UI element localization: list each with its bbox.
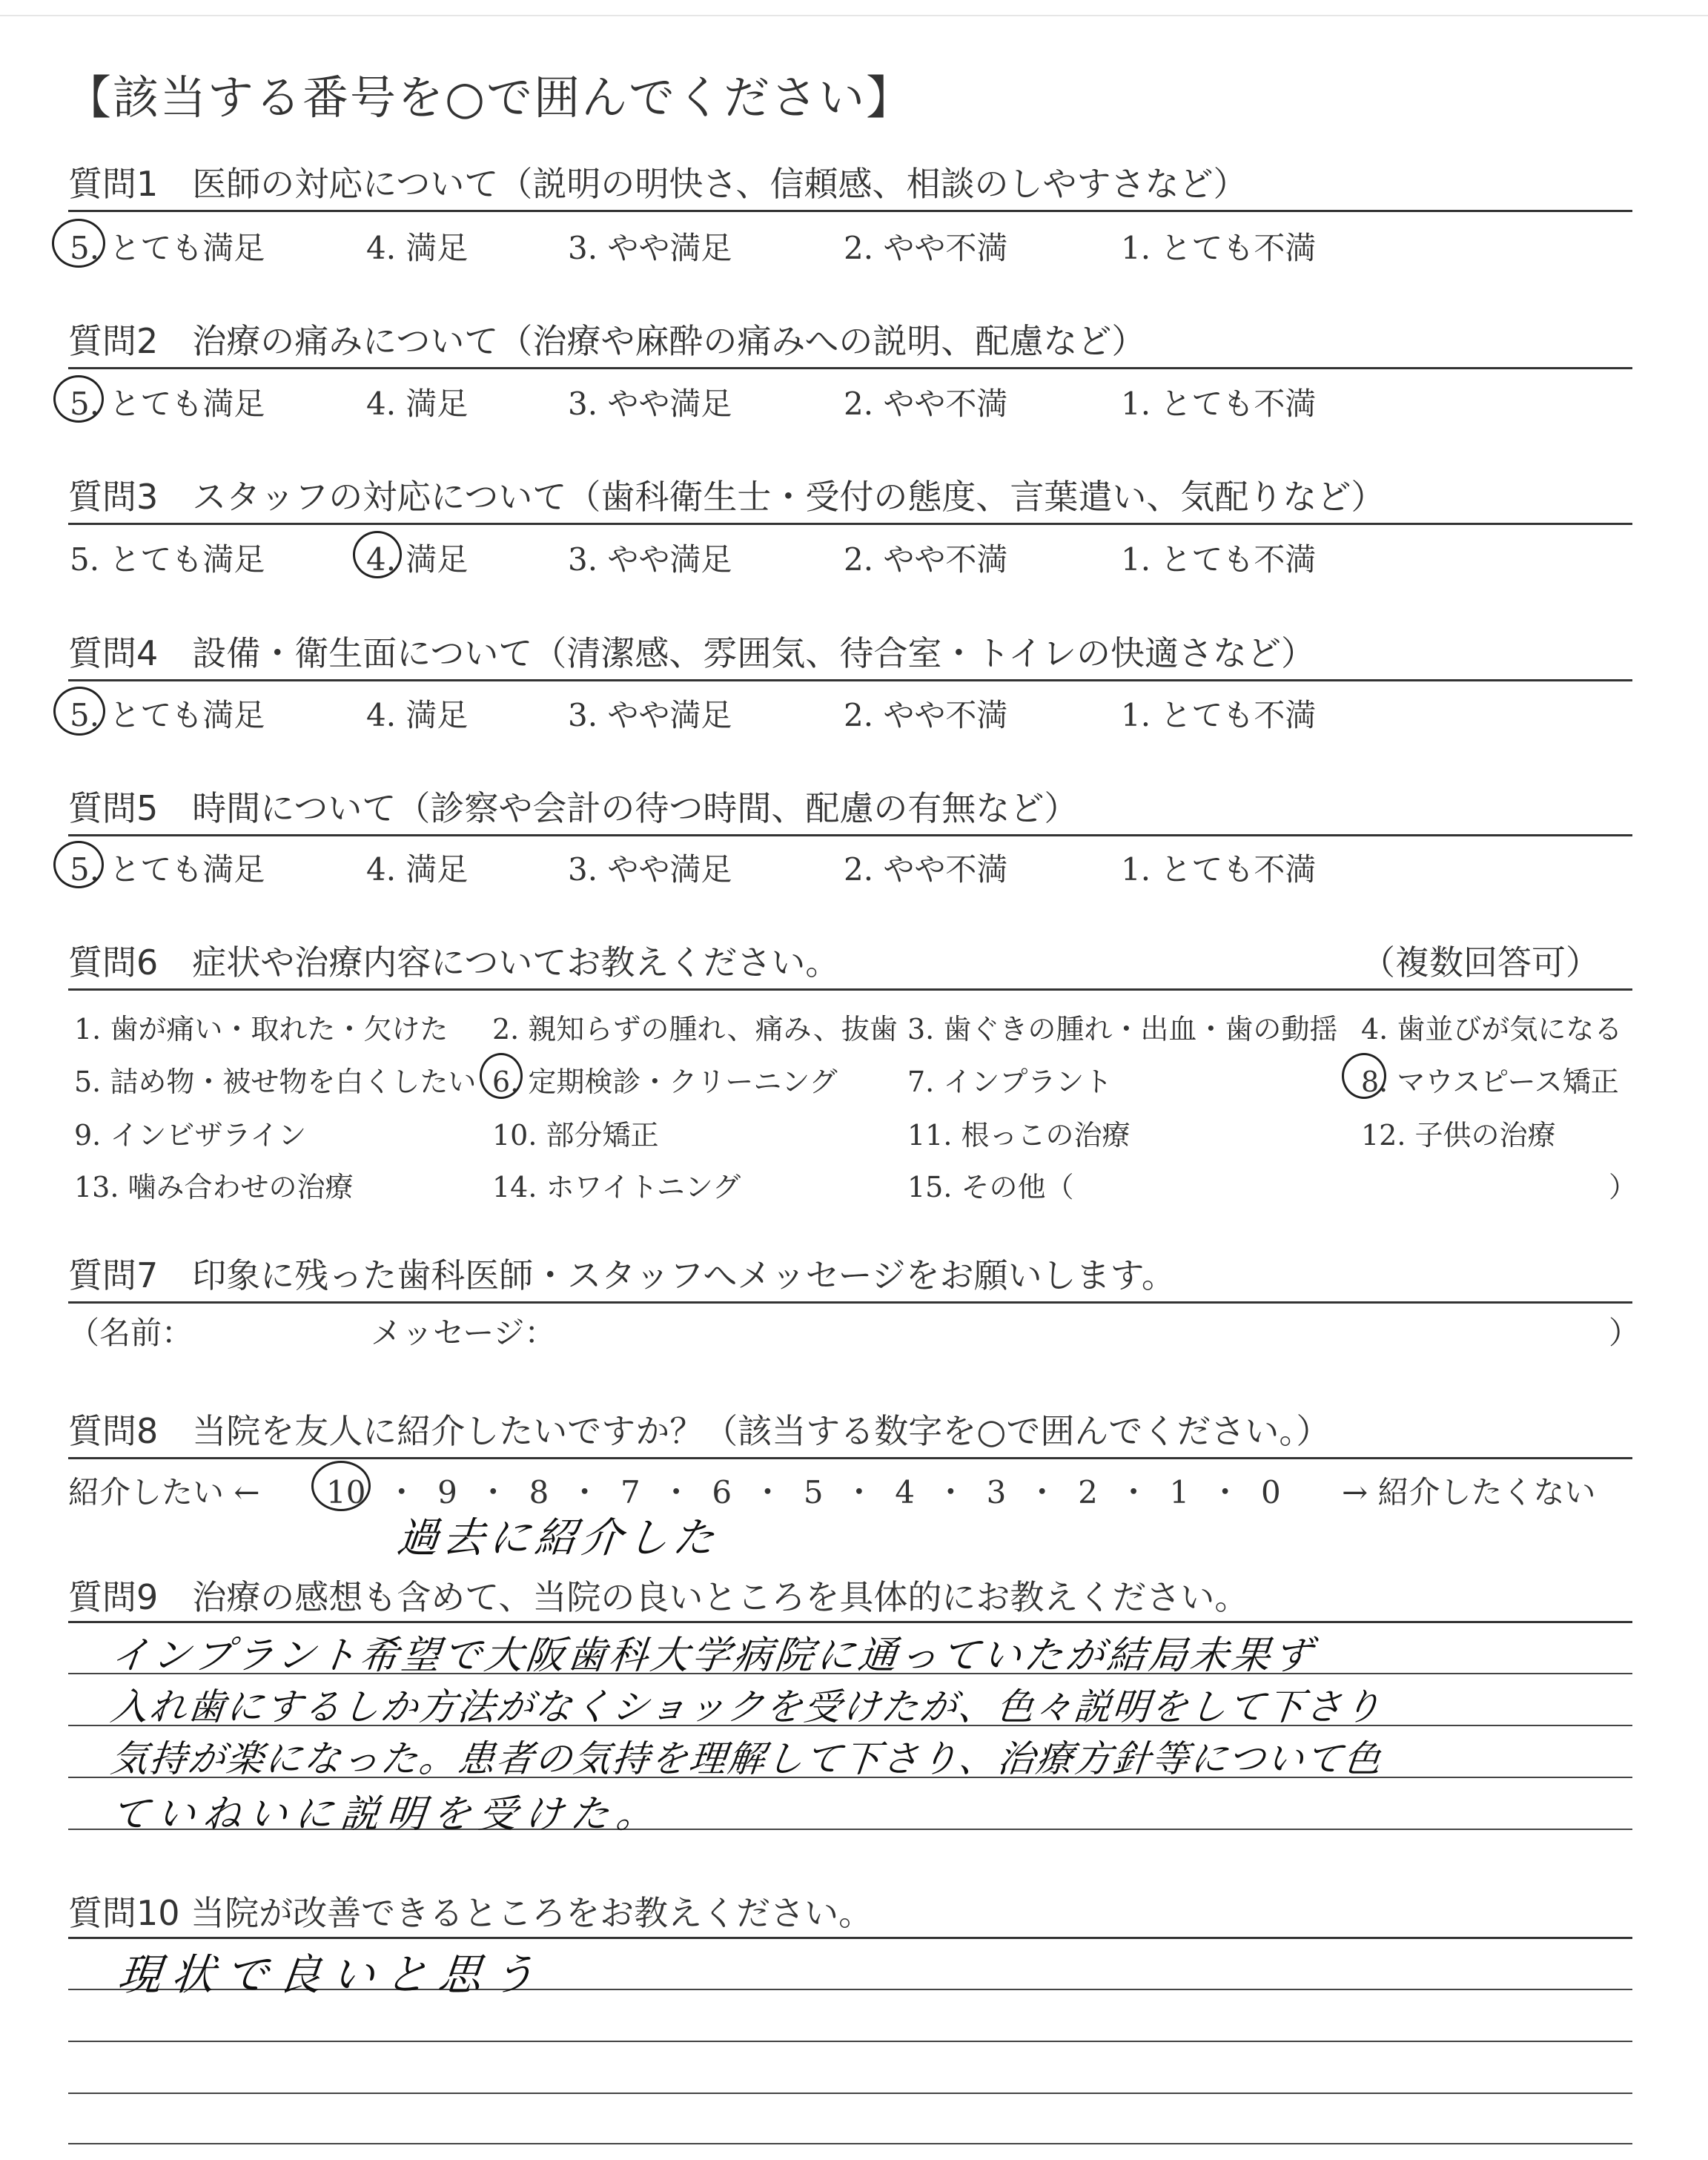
q5-option-5[interactable]: 5. とても満足 — [70, 851, 265, 888]
q6-item-3[interactable]: 3. 歯ぐきの腫れ・出血・歯の動揺 — [907, 1013, 1338, 1046]
q6-selected-circle-8 — [1342, 1053, 1386, 1099]
q9-rule-1 — [68, 1621, 1632, 1623]
q1-option-5[interactable]: 5. とても満足 — [70, 230, 265, 266]
q6-item-4[interactable]: 4. 歯並びが気になる — [1361, 1013, 1623, 1046]
q4-option-5[interactable]: 5. とても満足 — [70, 697, 265, 733]
q6-item-15-close: ） — [1609, 1171, 1638, 1203]
page-title: 【該当する番号を○で囲んでください】 — [65, 70, 914, 125]
q6-item-14[interactable]: 14. ホワイトニング — [492, 1171, 741, 1203]
q3-option-5[interactable]: 5. とても満足 — [70, 541, 265, 578]
q3-option-4[interactable]: 4. 満足 — [366, 541, 469, 578]
q9-answer-line-4: ていねいに説明を受けた。 — [108, 1792, 665, 1837]
q6-item-13[interactable]: 13. 噛み合わせの治療 — [74, 1171, 354, 1203]
q3-option-3[interactable]: 3. やや満足 — [568, 541, 732, 578]
q5-option-4[interactable]: 4. 満足 — [366, 851, 469, 888]
q4-rule — [68, 679, 1632, 681]
q3-option-2[interactable]: 2. やや不満 — [844, 541, 1008, 578]
q7-close-paren: ） — [1609, 1315, 1641, 1351]
q6-item-7[interactable]: 7. インプラント — [907, 1066, 1113, 1098]
q6-note: （複数回答可） — [1361, 942, 1600, 982]
q1-option-4[interactable]: 4. 満足 — [366, 230, 469, 266]
q10-rule-3 — [68, 2041, 1632, 2042]
q9-answer-line-1: インプラント希望で大阪歯科大学病院に通っていたが結局未果ず — [108, 1634, 1317, 1678]
q6-item-2[interactable]: 2. 親知らずの腫れ、痛み、抜歯 — [492, 1013, 898, 1046]
q4-option-4[interactable]: 4. 満足 — [366, 697, 469, 733]
q8-left-label: 紹介したい ← — [68, 1474, 260, 1510]
q8-label: 質問8 当院を友人に紹介したいですか？（該当する数字を○で囲んでください。） — [68, 1411, 1331, 1451]
q1-selected-circle — [52, 219, 105, 268]
q5-rule — [68, 834, 1632, 836]
q7-rule — [68, 1301, 1632, 1304]
q3-label: 質問3 スタッフの対応について（歯科衛生士・受付の態度、言葉遣い、気配りなど） — [68, 477, 1386, 517]
q9-answer-line-2: 入れ歯にするしか方法がなくショックを受けたが、色々説明をして下さり — [108, 1685, 1385, 1728]
q2-label: 質問2 治療の痛みについて（治療や麻酔の痛みへの説明、配慮など） — [68, 321, 1146, 361]
q7-label: 質問7 印象に残った歯科医師・スタッフへメッセージをお願いします。 — [68, 1255, 1176, 1295]
q7-name-field[interactable]: （名前： — [68, 1315, 193, 1351]
q2-selected-circle — [53, 375, 104, 423]
q5-option-1[interactable]: 1. とても不満 — [1121, 851, 1317, 888]
q8-rule — [68, 1457, 1632, 1459]
q5-label: 質問5 時間について（診察や会計の待つ時間、配慮の有無など） — [68, 788, 1079, 828]
q9-label: 質問9 治療の感想も含めて、当院の良いところを具体的にお教えください。 — [68, 1577, 1249, 1617]
q10-label: 質問10 当院が改善できるところをお教えください。 — [68, 1893, 873, 1933]
q10-rule-4 — [68, 2093, 1632, 2094]
q6-rule — [68, 988, 1632, 991]
q1-option-2[interactable]: 2. やや不満 — [844, 230, 1008, 266]
q10-rule-1 — [68, 1937, 1632, 1939]
q4-option-1[interactable]: 1. とても不満 — [1121, 697, 1317, 733]
top-border — [0, 15, 1708, 16]
q6-label: 質問6 症状や治療内容についてお教えください。 — [68, 942, 840, 982]
q3-rule — [68, 523, 1632, 525]
q6-item-12[interactable]: 12. 子供の治療 — [1361, 1119, 1556, 1152]
q6-item-6[interactable]: 6. 定期検診・クリーニング — [492, 1066, 838, 1098]
q4-option-2[interactable]: 2. やや不満 — [844, 697, 1008, 733]
q3-selected-circle — [353, 531, 402, 578]
q5-option-3[interactable]: 3. やや満足 — [568, 851, 732, 888]
q1-option-3[interactable]: 3. やや満足 — [568, 230, 732, 266]
q1-label: 質問1 医師の対応について（説明の明快さ、信頼感、相談のしやすさなど） — [68, 164, 1248, 204]
q10-rule-5 — [68, 2143, 1632, 2144]
q6-item-15[interactable]: 15. その他（ — [907, 1171, 1074, 1203]
q5-selected-circle — [53, 841, 104, 888]
q4-label: 質問4 設備・衛生面について（清潔感、雰囲気、待合室・トイレの快適さなど） — [68, 633, 1316, 673]
q2-option-1[interactable]: 1. とても不満 — [1121, 386, 1317, 422]
q10-answer: 現状で良いと思う — [115, 1949, 549, 2000]
q8-right-label: → 紹介したくない — [1342, 1474, 1596, 1510]
q6-item-1[interactable]: 1. 歯が痛い・取れた・欠けた — [74, 1013, 448, 1046]
q6-selected-circle-6 — [480, 1053, 523, 1099]
q6-item-10[interactable]: 10. 部分矯正 — [492, 1119, 659, 1152]
q3-option-1[interactable]: 1. とても不満 — [1121, 541, 1317, 578]
q8-scale[interactable]: 10 ・ 9 ・ 8 ・ 7 ・ 6 ・ 5 ・ 4 ・ 3 ・ 2 ・ 1 ・ 0 — [326, 1474, 1281, 1510]
q2-option-4[interactable]: 4. 満足 — [366, 386, 469, 422]
q6-item-9[interactable]: 9. インビザライン — [74, 1119, 307, 1152]
q8-handwritten-note: 過去に紹介した — [394, 1514, 721, 1562]
q9-answer-line-3: 気持が楽になった。患者の気持を理解して下さり、治療方針等について色 — [108, 1737, 1385, 1780]
q2-option-5[interactable]: 5. とても満足 — [70, 386, 265, 422]
q8-selected-circle — [311, 1461, 371, 1511]
q2-rule — [68, 367, 1632, 369]
q2-option-2[interactable]: 2. やや不満 — [844, 386, 1008, 422]
q1-option-1[interactable]: 1. とても不満 — [1121, 230, 1317, 266]
q1-rule — [68, 210, 1632, 212]
q2-option-3[interactable]: 3. やや満足 — [568, 386, 732, 422]
q5-option-2[interactable]: 2. やや不満 — [844, 851, 1008, 888]
q4-selected-circle — [53, 687, 105, 736]
q6-item-5[interactable]: 5. 詰め物・被せ物を白くしたい — [74, 1066, 477, 1098]
q6-item-11[interactable]: 11. 根っこの治療 — [907, 1119, 1131, 1152]
q7-message-field[interactable]: メッセージ： — [371, 1315, 556, 1351]
q6-item-8[interactable]: 8. マウスピース矯正 — [1361, 1066, 1619, 1098]
q4-option-3[interactable]: 3. やや満足 — [568, 697, 732, 733]
